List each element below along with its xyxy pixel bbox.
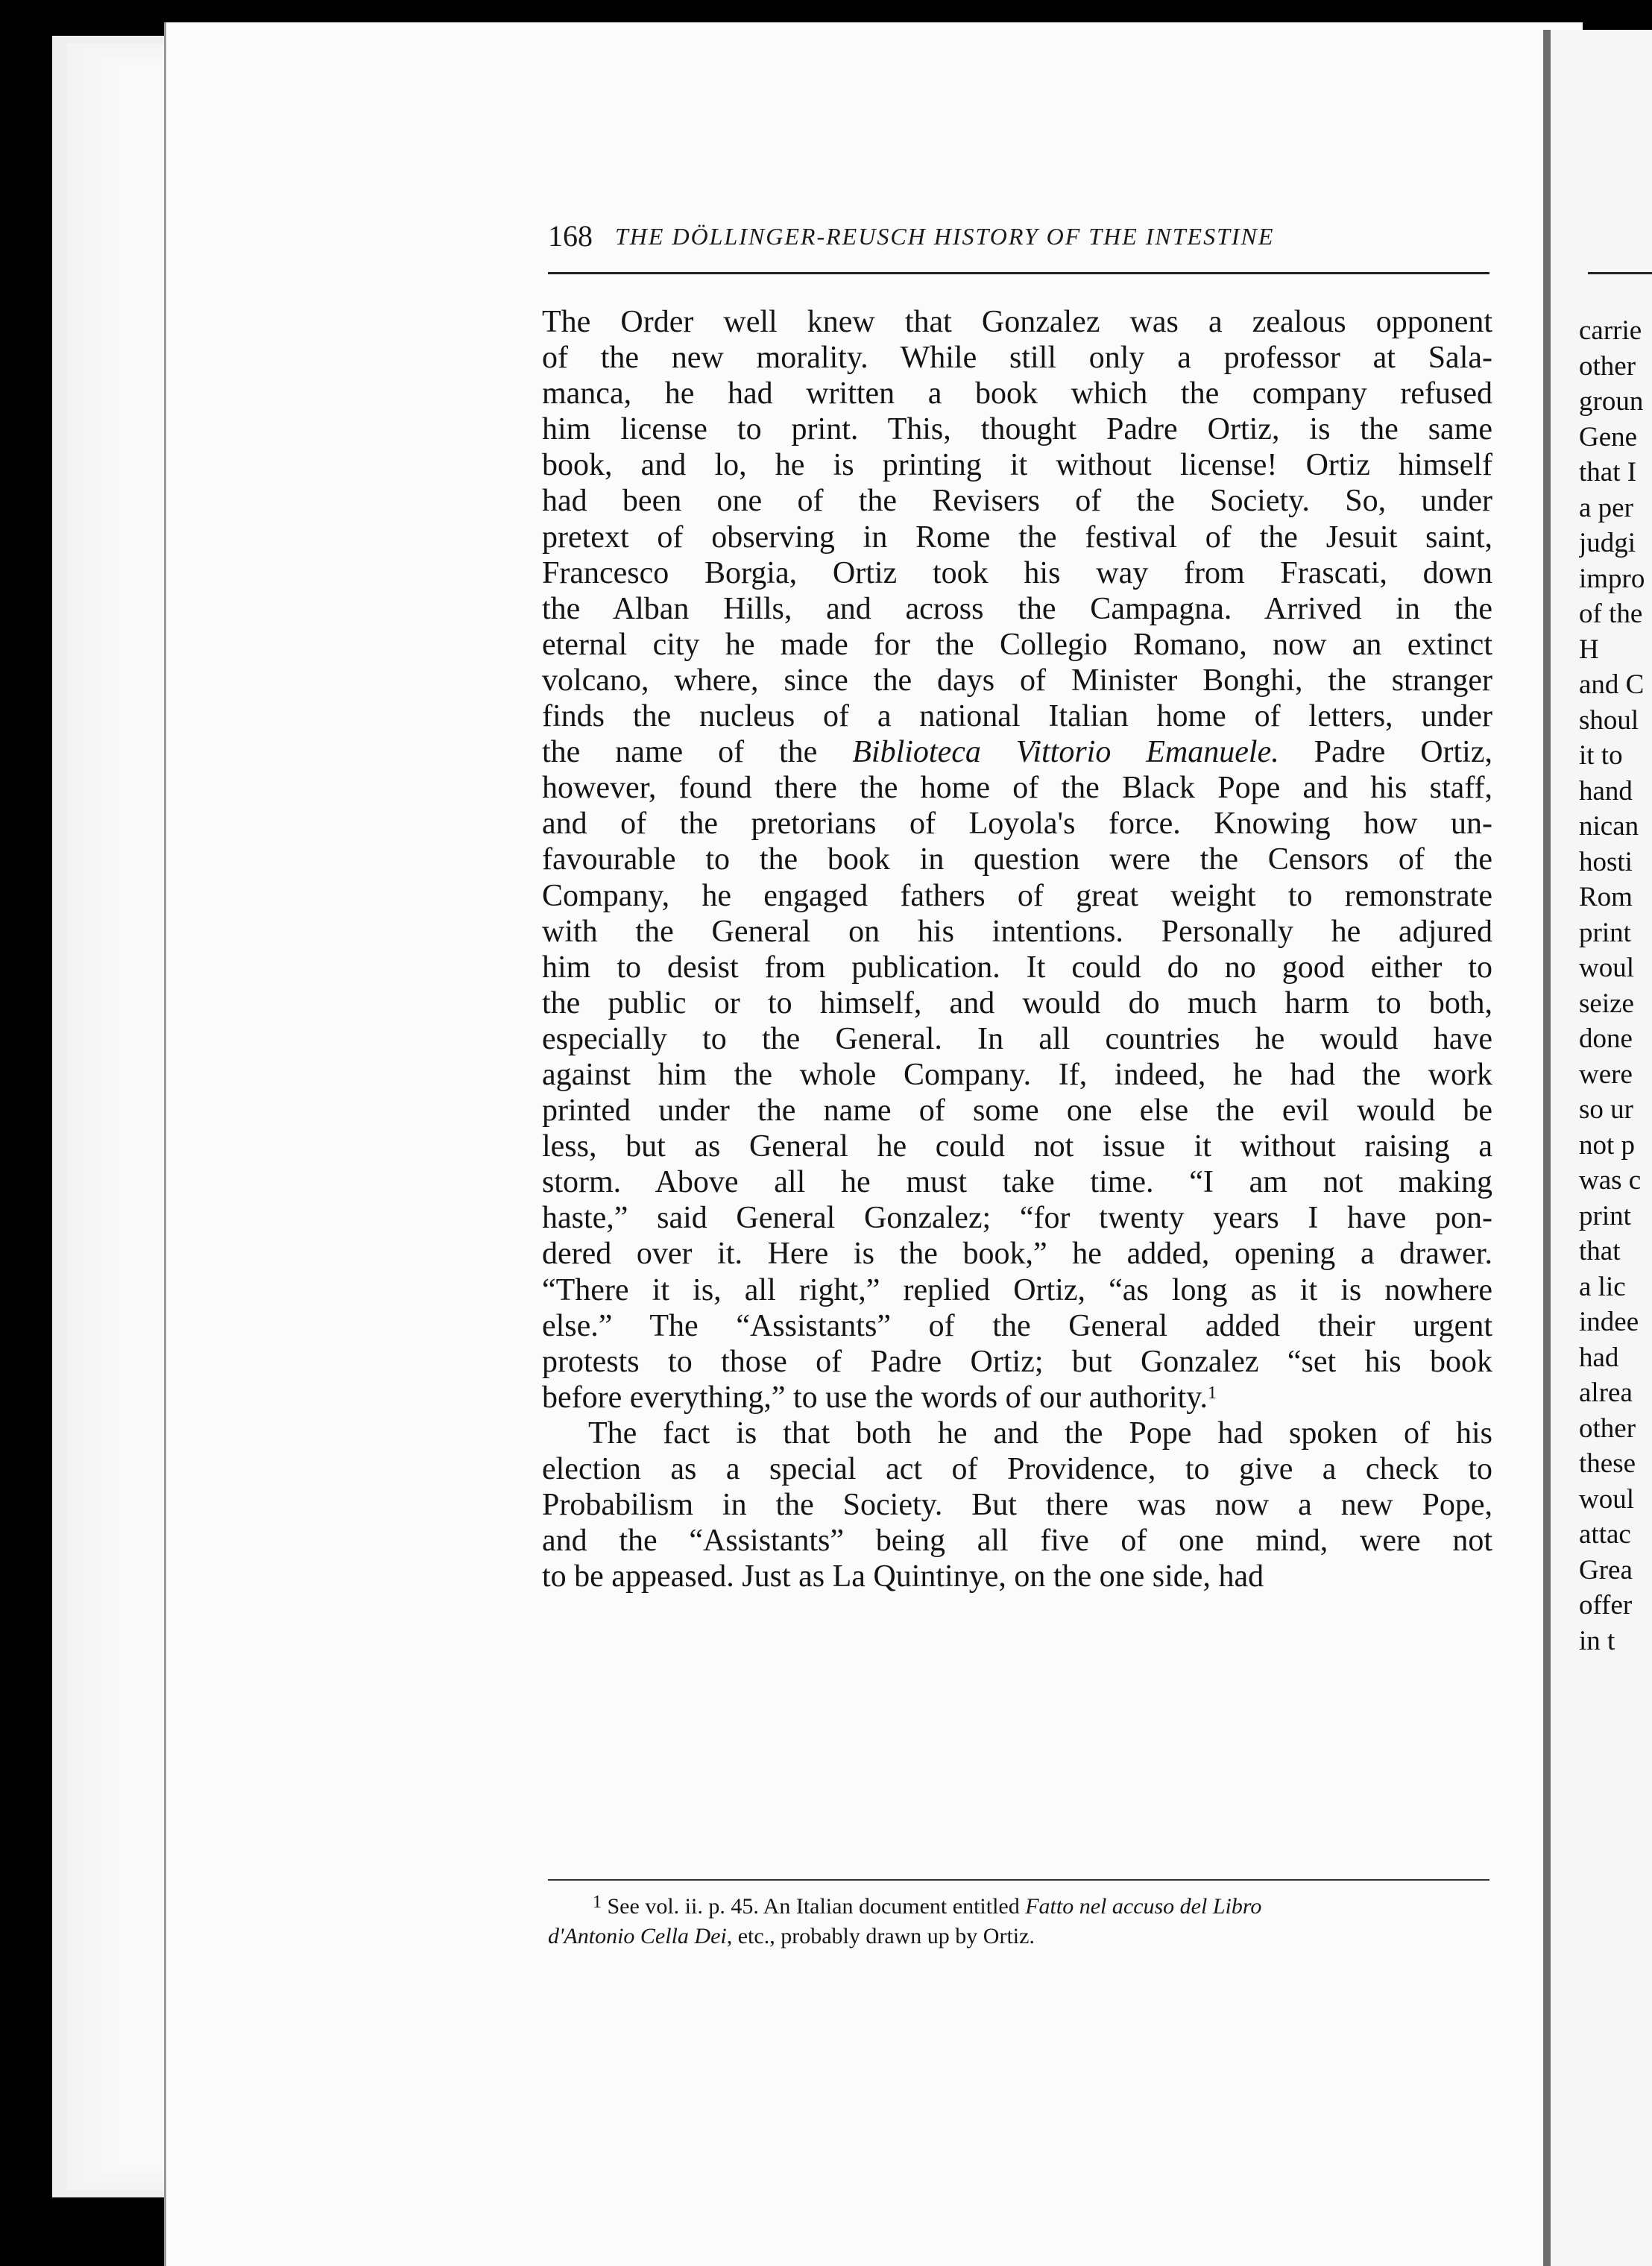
fragment-line: carrie — [1579, 315, 1642, 346]
fragment-line: of the — [1579, 599, 1643, 629]
text-line: dered over it. Here is the book,” he added, opening a drawer. — [542, 1237, 1492, 1272]
text-line: volcano, where, since the days of Minister Bonghi, the stranger — [542, 663, 1492, 698]
text-line: the name of the Biblioteca Vittorio Emanuele. Padre Ortiz, — [542, 735, 1492, 770]
fragment-line: were — [1579, 1058, 1633, 1090]
fragment-line: these — [1579, 1448, 1636, 1479]
footnote — [548, 1892, 1491, 1951]
page-number: 168 — [548, 219, 593, 253]
text-line: especially to the General. In all countries he would have — [542, 1021, 1492, 1056]
fragment-line: was c — [1579, 1165, 1642, 1196]
fragment-line: other — [1579, 1413, 1636, 1444]
text-line: before everything,” to use the words of our authority.$^1$ — [542, 1380, 1217, 1415]
fragment-line: seize — [1579, 988, 1634, 1019]
text-line: The Order well knew that Gonzalez was a zealous opponent — [542, 305, 1492, 339]
text-line: to be appeased. Just as La Quintinye, on the one side, had — [542, 1559, 1264, 1594]
fragment-line: H — [1579, 634, 1599, 665]
text-line: “There it is, all right,” replied Ortiz, “as long as it is nowhere — [542, 1272, 1492, 1307]
italic-title: Biblioteca Vittorio Emanuele. — [852, 735, 1279, 770]
text-line: else.” The “Assistants” of the General added their urgent — [542, 1308, 1492, 1343]
text-line: book, and lo, he is printing it without license! Ortiz himself — [542, 448, 1492, 483]
fragment-line: so ur — [1579, 1094, 1633, 1125]
facing-page-text-fragments — [1579, 313, 1652, 1659]
fragment-line: a lic — [1579, 1271, 1626, 1302]
footnote-rule — [548, 1879, 1489, 1881]
facing-page-header-rule — [1588, 272, 1652, 274]
text-line: protests to those of Padre Ortiz; but Gonzalez “set his book — [542, 1344, 1492, 1379]
footnote-line — [548, 1892, 1491, 1922]
fragment-line: in t — [1579, 1625, 1615, 1656]
fragment-line: offer — [1579, 1590, 1633, 1620]
fragment-line: impro — [1579, 563, 1645, 594]
fragment-line: attac — [1579, 1519, 1631, 1550]
fragment-line: a per — [1579, 492, 1633, 523]
fragment-line: and C — [1579, 669, 1645, 700]
text-line: and of the pretorians of Loyola's force. Knowing how un- — [542, 807, 1492, 842]
text-line: election as a special act of Providence, to give a check to — [542, 1452, 1492, 1486]
text-line: eternal city he made for the Collegio Romano, now an extinct — [542, 627, 1492, 662]
text-line: pretext of observing in Rome the festival of the Jesuit saint, — [542, 520, 1492, 555]
fragment-line: it to — [1579, 740, 1623, 771]
footnote-italic-title: Fatto nel accuso del Libro — [1025, 1894, 1262, 1919]
text-line: the public or to himself, and would do much harm to both, — [542, 985, 1492, 1020]
fragment-line: indee — [1579, 1307, 1639, 1337]
text-line: against him the whole Company. If, indeed, he had the work — [542, 1057, 1492, 1092]
text-line: had been one of the Revisers of the Society. So, under — [542, 484, 1492, 519]
fragment-line: that — [1579, 1236, 1621, 1266]
text-line: haste,” said General Gonzalez; “for twenty years I have pon- — [542, 1201, 1492, 1236]
footnote-italic-title: d'Antonio Cella Dei — [548, 1924, 727, 1948]
text-line: of the new morality. While still only a professor at Sala- — [542, 341, 1492, 376]
text-line: manca, he had written a book which the company refused — [542, 376, 1492, 411]
footnote-line — [548, 1922, 1491, 1951]
text-line: however, found there the home of the Black Pope and his staff, — [542, 771, 1492, 806]
footnote-text: See vol. ii. p. 45. An Italian document entitled — [607, 1894, 1026, 1919]
fragment-line: hosti — [1579, 846, 1633, 877]
fragment-line: print — [1579, 917, 1631, 948]
text-line: Company, he engaged fathers of great weight to remonstrate — [542, 878, 1492, 913]
text-line: the Alban Hills, and across the Campagna. Arrived in the — [542, 591, 1492, 626]
text-line: printed under the name of some one else the evil would be — [542, 1093, 1492, 1129]
fragment-line: shoul — [1579, 704, 1639, 736]
fragment-line: nican — [1579, 811, 1639, 842]
body-text — [542, 304, 1492, 1594]
text-line: finds the nucleus of a national Italian home of letters, under — [542, 699, 1492, 734]
text-line: less, but as General he could not issue it without raising a — [542, 1129, 1492, 1164]
fragment-line: judgi — [1579, 528, 1636, 558]
fragment-line: print — [1579, 1200, 1631, 1231]
text-line: with the General on his intentions. Personally he adjured — [542, 914, 1492, 949]
running-title: THE DÖLLINGER-REUSCH HISTORY OF THE INTESTINE — [615, 223, 1275, 250]
footnote-text: , etc., probably drawn up by Ortiz. — [726, 1924, 1035, 1948]
fragment-line: woul — [1579, 1483, 1634, 1515]
text-line: storm. Above all he must take time. “I am not making — [542, 1165, 1492, 1200]
fragment-line: Grea — [1579, 1554, 1633, 1585]
fragment-line: alrea — [1579, 1377, 1633, 1408]
text-line: him license to print. This, thought Padre Ortiz, is the same — [542, 412, 1492, 447]
fragment-line: woul — [1579, 953, 1634, 983]
text-line: Francesco Borgia, Ortiz took his way from Frascati, down — [542, 555, 1492, 590]
fragment-line: done — [1579, 1023, 1633, 1054]
fragment-line: groun — [1579, 386, 1644, 417]
text-line: favourable to the book in question were the Censors of the — [542, 842, 1492, 877]
footnote-reference: 1 — [1208, 1383, 1217, 1403]
running-header — [548, 218, 1491, 262]
header-rule — [548, 272, 1489, 274]
text-line: The fact is that both he and the Pope had spoken of his — [588, 1416, 1492, 1451]
text-line: him to desist from publication. It could do no good either to — [542, 950, 1492, 985]
footnote-marker: 1 — [593, 1893, 602, 1912]
text-line: Probabilism in the Society. But there was now a new Pope, — [542, 1488, 1492, 1523]
fragment-line: that I — [1579, 457, 1637, 487]
text-line: and the “Assistants” being all five of one mind, were not — [542, 1524, 1492, 1559]
fragment-line: hand — [1579, 775, 1633, 807]
fragment-line: not p — [1579, 1129, 1636, 1161]
fragment-line: had — [1579, 1342, 1619, 1373]
fragment-line: Rom — [1579, 882, 1633, 912]
fragment-line: other — [1579, 350, 1636, 382]
fragment-line: Gene — [1579, 421, 1638, 452]
